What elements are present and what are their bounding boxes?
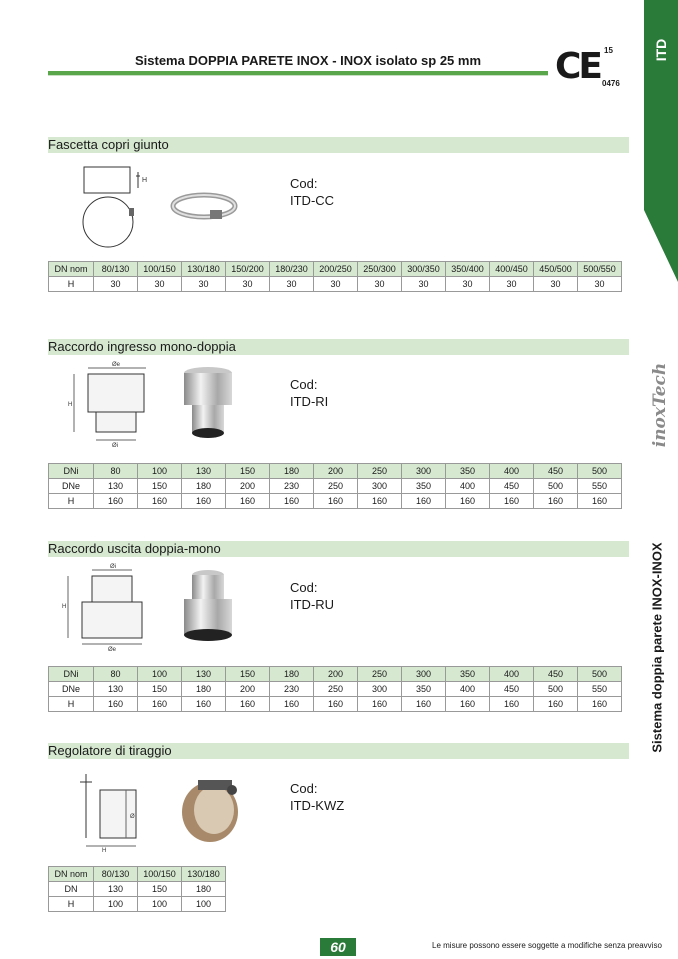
- ce-number-top: 15: [604, 46, 613, 55]
- dim-h-label: H: [102, 848, 107, 852]
- footer-note: Le misure possono essere soggette a modifiche senza preavviso: [432, 941, 662, 950]
- table-row: DN 130 150 180: [49, 882, 226, 897]
- dim-di-label: Øi: [112, 443, 118, 449]
- section-title: Regolatore di tiraggio: [48, 743, 172, 758]
- section-title: Raccordo ingresso mono-doppia: [48, 339, 236, 354]
- product-code: Cod: ITD-RU: [290, 580, 335, 612]
- page-title: Sistema DOPPIA PARETE INOX - INOX isolato sp 25 mm: [134, 53, 482, 68]
- raccordo-ri-photo: [180, 365, 238, 445]
- table-row: H 160 160 160 160 160 160 160 160 160 160 160 160: [49, 697, 622, 712]
- product-code: Cod: ITD-KWZ: [290, 781, 345, 813]
- dim-d-label: Ø: [130, 814, 135, 820]
- side-tab-cut: [644, 210, 678, 282]
- side-caption: Sistema doppia parete INOX-INOX: [649, 542, 665, 753]
- table-row: H 160 160 160 160 160 160 160 160 160 160 160 160: [49, 494, 622, 509]
- spec-table-cc: [48, 261, 622, 292]
- table-row: DNi 80 100 130 150 180 200 250 300 350 400 450 500: [49, 464, 622, 479]
- side-tab-label: ITD: [653, 38, 669, 62]
- table-row: H 100 100 100: [49, 897, 226, 912]
- inoxtech-logo: inoxTech: [650, 362, 670, 448]
- table-row: H 30 30 30 30 30 30 30 30 30 30 30 30: [49, 277, 622, 292]
- ce-number-bottom: 0476: [602, 79, 620, 88]
- dim-de-label: Øe: [112, 362, 121, 368]
- header-divider-light: [48, 75, 548, 76]
- table-row: DN nom 80/130 100/150 130/180 150/200 180/230 200/250 250/300 300/350 350/400 400/450 450/500 500/550: [49, 262, 622, 277]
- product-code: Cod: ITD-RI: [290, 377, 329, 409]
- spec-table-kwz: [48, 866, 226, 912]
- regolatore-diagram: [76, 768, 146, 852]
- regolatore-photo: [180, 772, 246, 846]
- fascetta-photo: [170, 190, 240, 224]
- dim-h-label: H: [142, 177, 148, 184]
- table-row: DNi 80 100 130 150 180 200 250 300 350 400 450 500: [49, 667, 622, 682]
- raccordo-ri-diagram: [66, 360, 156, 450]
- section-title: Raccordo uscita doppia-mono: [48, 541, 221, 556]
- dim-h-label: H: [68, 402, 73, 408]
- section-title: Fascetta copri giunto: [48, 137, 169, 152]
- table-row: DN nom 80/130 100/150 130/180: [49, 867, 226, 882]
- fascetta-diagram: [76, 162, 166, 254]
- product-code: Cod: ITD-CC: [290, 176, 335, 208]
- dim-h-label: H: [62, 604, 67, 610]
- raccordo-ru-photo: [180, 567, 238, 647]
- dim-di-label: Øi: [110, 564, 116, 570]
- dim-de-label: Øe: [108, 647, 117, 652]
- raccordo-ru-diagram: [56, 562, 156, 652]
- spec-table-ru: [48, 666, 622, 712]
- spec-table-ri: [48, 463, 622, 509]
- table-row: DNe 130 150 180 200 230 250 300 350 400 450 500 550: [49, 479, 622, 494]
- page-number: 60: [320, 938, 356, 956]
- ce-mark: CE: [555, 46, 601, 87]
- table-row: DNe 130 150 180 200 230 250 300 350 400 450 500 550: [49, 682, 622, 697]
